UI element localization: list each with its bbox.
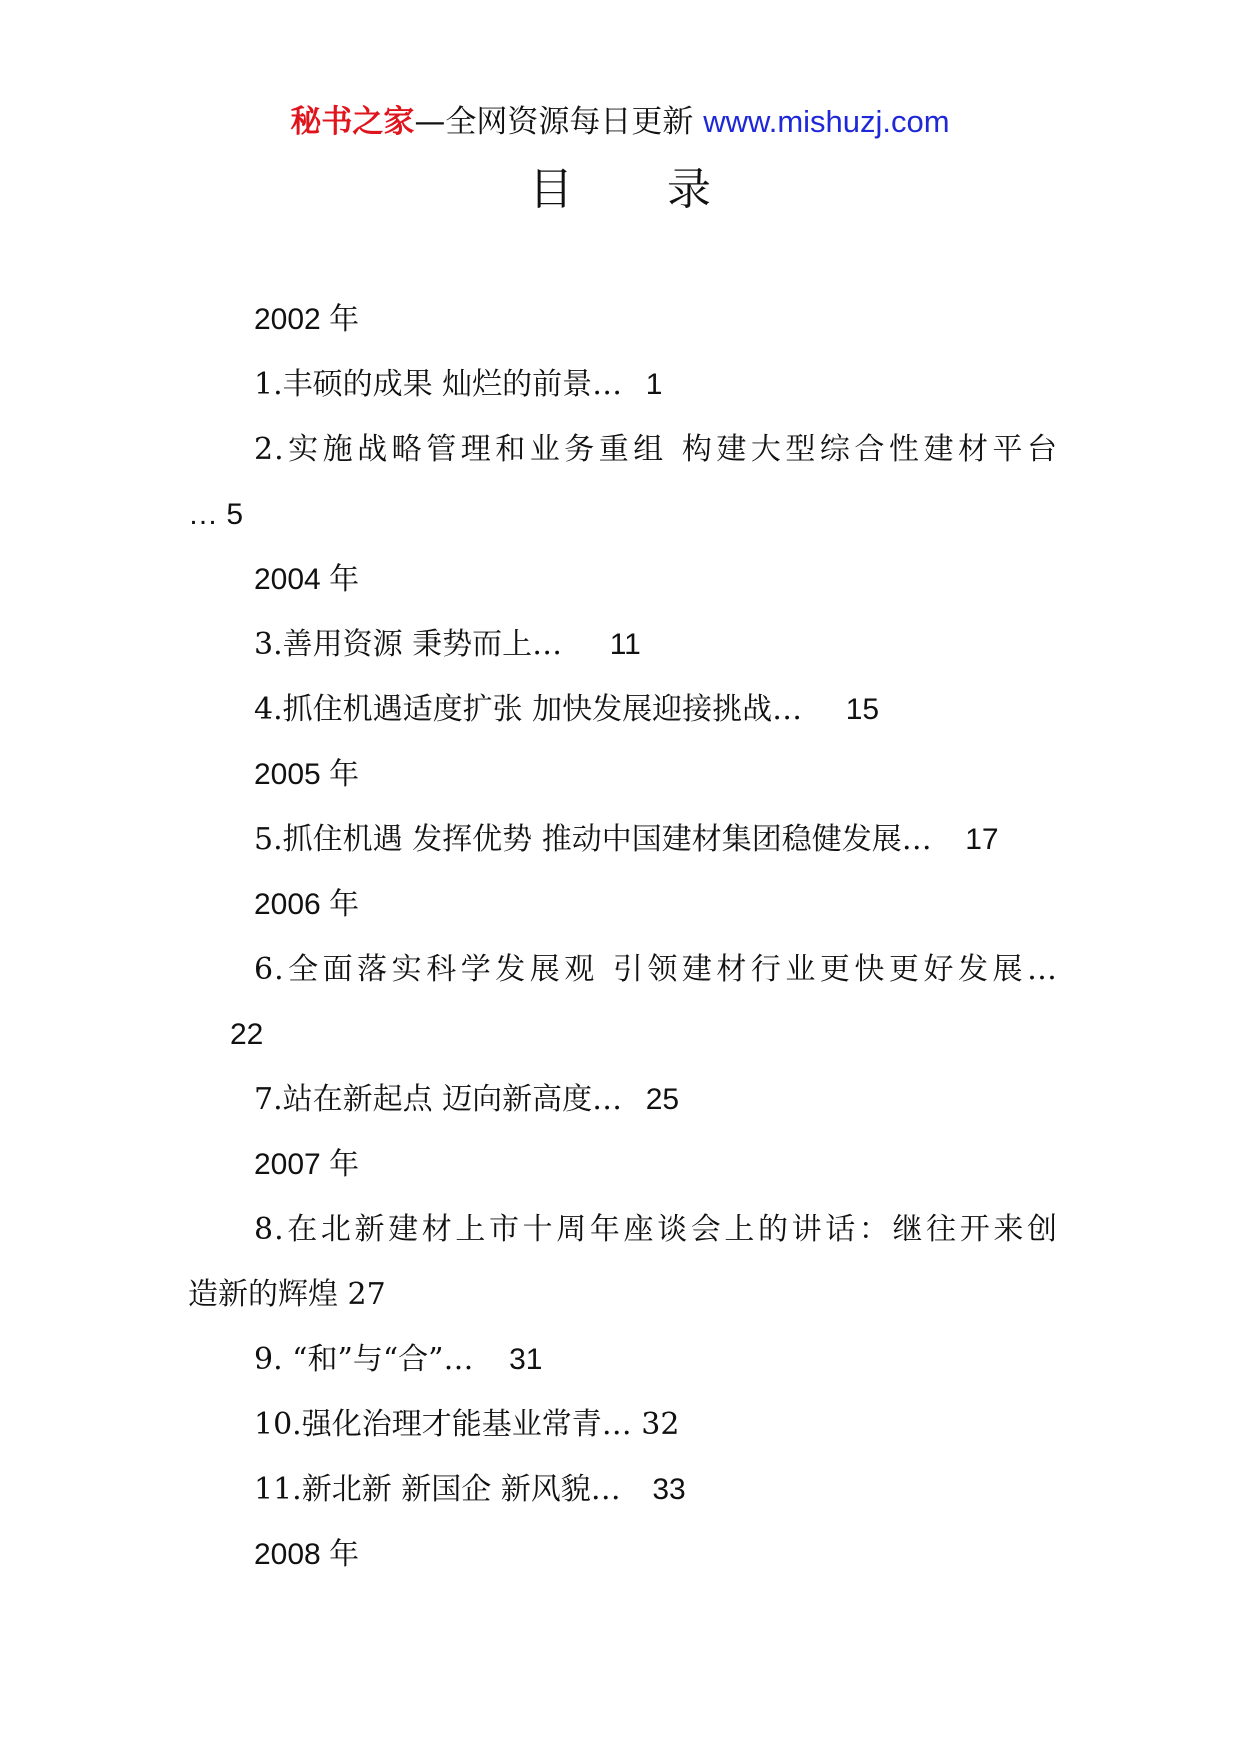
- toc-entry-page: 33: [652, 1473, 686, 1506]
- toc-entry-11: [188, 1457, 1058, 1522]
- year-heading-2006: 2006 年: [254, 888, 360, 921]
- toc-entry-1: [188, 352, 1058, 417]
- year-heading-2005: 2005 年: [254, 758, 360, 791]
- tagline: —全网资源每日更新: [414, 104, 694, 140]
- toc-entry-7: [188, 1067, 1058, 1132]
- toc-entry-6: [188, 937, 1058, 1002]
- toc-entry-title: 8.在北新建材上市十周年座谈会上的讲话：继往开来创: [254, 1212, 1058, 1247]
- toc-entry-page: 11: [609, 628, 641, 661]
- toc-entry-2-page: … 5: [188, 498, 244, 531]
- toc-entry-title: 6.全面落实科学发展观 引领建材行业更快更好发展…: [254, 952, 1058, 987]
- toc-entry-page: 31: [509, 1343, 543, 1376]
- toc-entry-title: 4.抓住机遇适度扩张 加快发展迎接挑战…: [254, 692, 803, 727]
- toc-entry-title: 11.新北新 新国企 新风貌…: [254, 1472, 621, 1507]
- toc-entry-5: [188, 807, 1058, 872]
- toc-entry-3: [188, 612, 1058, 677]
- year-heading-2007: 2007 年: [254, 1148, 360, 1181]
- toc-entry-10: 10.强化治理才能基业常青… 32: [254, 1407, 680, 1442]
- toc-entry-page: 1: [645, 368, 663, 401]
- toc-entry-4: [188, 677, 1058, 742]
- toc-entry-title: 7.站在新起点 迈向新高度…: [254, 1082, 623, 1117]
- toc-entry-page: 25: [645, 1083, 680, 1116]
- toc-entry-title: 5.抓住机遇 发挥优势 推动中国建材集团稳健发展…: [254, 822, 932, 857]
- brand-name: 秘书之家: [290, 104, 415, 140]
- toc-entry-title: 1.丰硕的成果 灿烂的前景…: [254, 367, 623, 402]
- toc-entry-2: [188, 417, 1058, 482]
- year-heading-2004: 2004 年: [254, 563, 360, 596]
- toc-entry-8-continued: 造新的辉煌 27: [188, 1277, 386, 1312]
- toc-entry-title: 2.实施战略管理和业务重组 构建大型综合性建材平台: [254, 432, 1058, 467]
- toc-entry-page: 17: [965, 823, 999, 856]
- year-heading-2002: 2002 年: [254, 303, 360, 336]
- toc-entry-9: [188, 1327, 1058, 1392]
- table-of-contents: [188, 287, 1058, 1587]
- year-heading-2008: 2008 年: [254, 1538, 360, 1571]
- toc-entry-title: 3.善用资源 秉势而上…: [254, 627, 563, 662]
- toc-entry-page: 15: [845, 693, 880, 726]
- watermark-header: [0, 100, 1240, 144]
- page-title: 目 录: [529, 164, 751, 215]
- toc-entry-8: [188, 1197, 1058, 1262]
- site-url: www.mishuzj.com: [703, 104, 950, 139]
- toc-entry-title: 9. “和”与“合”…: [254, 1342, 474, 1377]
- toc-entry-6-page: 22: [230, 1018, 264, 1051]
